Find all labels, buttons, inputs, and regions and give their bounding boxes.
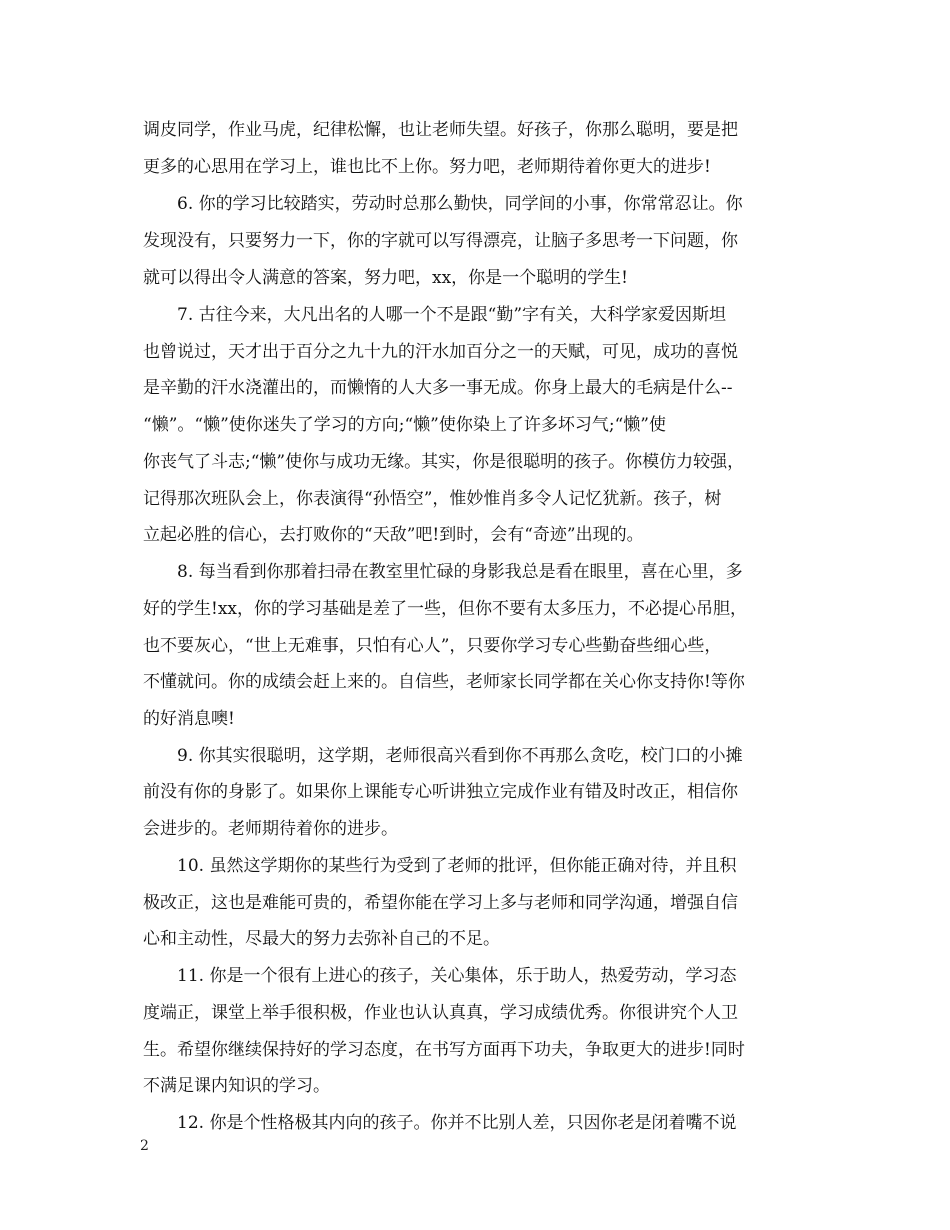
text-line: 不懂就问。你的成绩会赶上来的。自信些，老师家长同学都在关心你支持你!等你: [143, 672, 745, 692]
text-line: 极改正，这也是难能可贵的，希望你能在学习上多与老师和同学沟通，增强自信: [143, 893, 738, 913]
paragraph-8-first-line: 8. 每当看到你那着扫帚在教室里忙碌的身影我总是看在眼里，喜在心里，多: [177, 562, 743, 582]
text-line: 记得那次班队会上，你表演得“孙悟空”，惟妙惟肖多令人记忆犹新。孩子，树: [143, 489, 722, 509]
text-line: 心和主动性，尽最大的努力去弥补自己的不足。: [143, 929, 500, 949]
paragraph-11-first-line: 11. 你是一个很有上进心的孩子，关心集体，乐于助人，热爱劳动，学习态: [177, 966, 737, 986]
paragraph-6-first-line: 6. 你的学习比较踏实，劳动时总那么勤快，同学间的小事，你常常忍让。你: [177, 194, 743, 214]
text-line: 就可以得出令人满意的答案，努力吧，xx，你是一个聪明的学生!: [143, 268, 629, 288]
text-line: 是辛勤的汗水浇灌出的，而懒惰的人大多一事无成。你身上最大的毛病是什么--: [143, 378, 733, 398]
page-number: 2: [140, 1138, 149, 1154]
text-line: 发现没有，只要努力一下，你的字就可以写得漂亮，让脑子多思考一下问题，你: [143, 231, 738, 251]
paragraph-12-first-line: 12. 你是个性格极其内向的孩子。你并不比别人差，只因你老是闭着嘴不说: [177, 1113, 737, 1133]
text-line: 也不要灰心，“世上无难事，只怕有心人”，只要你学习专心些勤奋些细心些，: [143, 636, 722, 656]
text-line: 的好消息噢!: [143, 709, 235, 729]
text-line: 度端正，课堂上举手很积极，作业也认认真真，学习成绩优秀。你很讲究个人卫: [143, 1003, 738, 1023]
text-line: 前没有你的身影了。如果你上课能专心听讲独立完成作业有错及时改正，相信你: [143, 782, 738, 802]
paragraph-9-first-line: 9. 你其实很聪明，这学期，老师很高兴看到你不再那么贪吃，校门口的小摊: [177, 746, 743, 766]
text-line: 会进步的。老师期待着你的进步。: [143, 819, 398, 839]
text-line: 更多的心思用在学习上，谁也比不上你。努力吧，老师期待着你更大的进步!: [143, 157, 711, 177]
paragraph-7-first-line: 7. 古往今来，大凡出名的人哪一个不是跟“勤”字有关，大科学家爱因斯坦: [177, 305, 727, 325]
text-line: 生。希望你继续保持好的学习态度，在书写方面再下功夫，争取更大的进步!同时: [143, 1040, 745, 1060]
text-line: 调皮同学，作业马虎，纪律松懈，也让老师失望。好孩子，你那么聪明，要是把: [143, 120, 738, 140]
paragraph-10-first-line: 10. 虽然这学期你的某些行为受到了老师的批评，但你能正确对待，并且积: [177, 856, 737, 876]
text-line: 立起必胜的信心，去打败你的“天敌”吧!到时，会有“奇迹”出现的。: [143, 525, 644, 545]
text-line: 你丧气了斗志;“懒”使你与成功无缘。其实，你是很聪明的孩子。你模仿力较强，: [143, 452, 745, 472]
text-line: 好的学生!xx，你的学习基础是差了一些，但你不要有太多压力，不必提心吊胆，: [143, 599, 748, 619]
text-line: 也曾说过，天才出于百分之九十九的汗水加百分之一的天赋，可见，成功的喜悦: [143, 342, 738, 362]
text-line: “懒”。“懒”使你迷失了学习的方向;“懒”使你染上了许多坏习气;“懒”使: [143, 415, 666, 435]
text-line: 不满足课内知识的学习。: [143, 1076, 330, 1096]
